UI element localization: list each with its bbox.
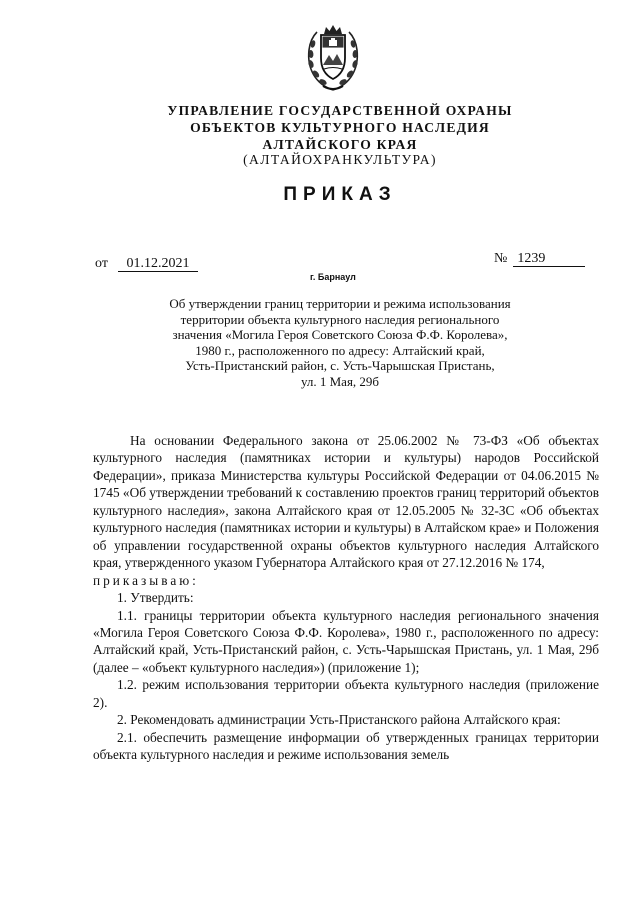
- subject-line: Усть-Пристанский район, с. Усть-Чарышская Пристань,: [185, 358, 495, 373]
- clause-1-2: 1.2. режим использования территории объекта культурного наследия (приложение 2).: [93, 677, 599, 710]
- preamble-paragraph: На основании Федерального закона от 25.06.2002 № 73-ФЗ «Об объектах культурного наследия (памятниках истории и культуры) народов Российской Федерации», приказа Министерства культуры Российской Федерации от 04.06.2015 № 1745 «Об утверждении требований к составлению проектов границ территорий объектов культурного наследия», закона Алтайского края от 12.05.2005 № 32-ЗС «Об объектах культурного наследия (памятниках истории и культуры) в Алтайском крае» и Положения об управлении государственной охраны объектов культурного наследия Алтайского края, утвержденного указом Губернатора Алтайского края от 27.12.2016 № 174,: [93, 433, 599, 571]
- date-value: 01.12.2021: [118, 256, 198, 272]
- clause-2-1: 2.1. обеспечить размещение информации об утвержденных границах территории объекта культурного наследия и режиме использования земель: [93, 729, 599, 763]
- order-body: [93, 432, 599, 764]
- document-title: ПРИКАЗ: [283, 184, 397, 205]
- org-line-2: ОБЪЕКТОВ КУЛЬТУРНОГО НАСЛЕДИЯ: [190, 120, 490, 135]
- order-date: [95, 256, 198, 272]
- organization-abbreviation: (АЛТАЙОХРАНКУЛЬТУРА): [243, 152, 437, 167]
- number-value: 1239: [513, 251, 585, 267]
- subject-line: 1980 г., расположенного по адресу: Алтайский край,: [195, 342, 485, 358]
- clause-1: 1. Утвердить:: [117, 590, 194, 606]
- organization-name: [140, 102, 540, 153]
- subject-line: территории объекта культурного наследия регионального: [180, 311, 500, 327]
- subject-line: ул. 1 Мая, 29б: [300, 373, 380, 389]
- coat-of-arms-icon: [303, 20, 363, 94]
- order-word: приказываю:: [93, 572, 199, 588]
- subject-line: значения «Могила Героя Советского Союза Ф.Ф. Королева»,: [172, 327, 508, 342]
- clause-2: 2. Рекомендовать администрации Усть-Пристанского района Алтайского края:: [117, 712, 561, 728]
- city-name: г. Барнаул: [310, 272, 356, 282]
- order-subject: [140, 296, 540, 389]
- org-line-1: УПРАВЛЕНИЕ ГОСУДАРСТВЕННОЙ ОХРАНЫ: [167, 103, 513, 118]
- order-number: [494, 251, 585, 267]
- date-label: от: [95, 256, 108, 271]
- number-label: №: [494, 251, 508, 266]
- subject-line: Об утверждении границ территории и режима использования: [169, 296, 511, 311]
- clause-1-1: 1.1. границы территории объекта культурного наследия регионального значения «Могила Героя Советского Союза Ф.Ф. Королева», 1980 г., расположенного по адресу: Алтайский край, Усть-Пристанский район, с. Усть-Чарышская Пристань, ул. 1 Мая, 29б (далее – «объект культурного наследия») (приложение 1);: [93, 607, 599, 675]
- org-line-3: АЛТАЙСКОГО КРАЯ: [262, 137, 418, 152]
